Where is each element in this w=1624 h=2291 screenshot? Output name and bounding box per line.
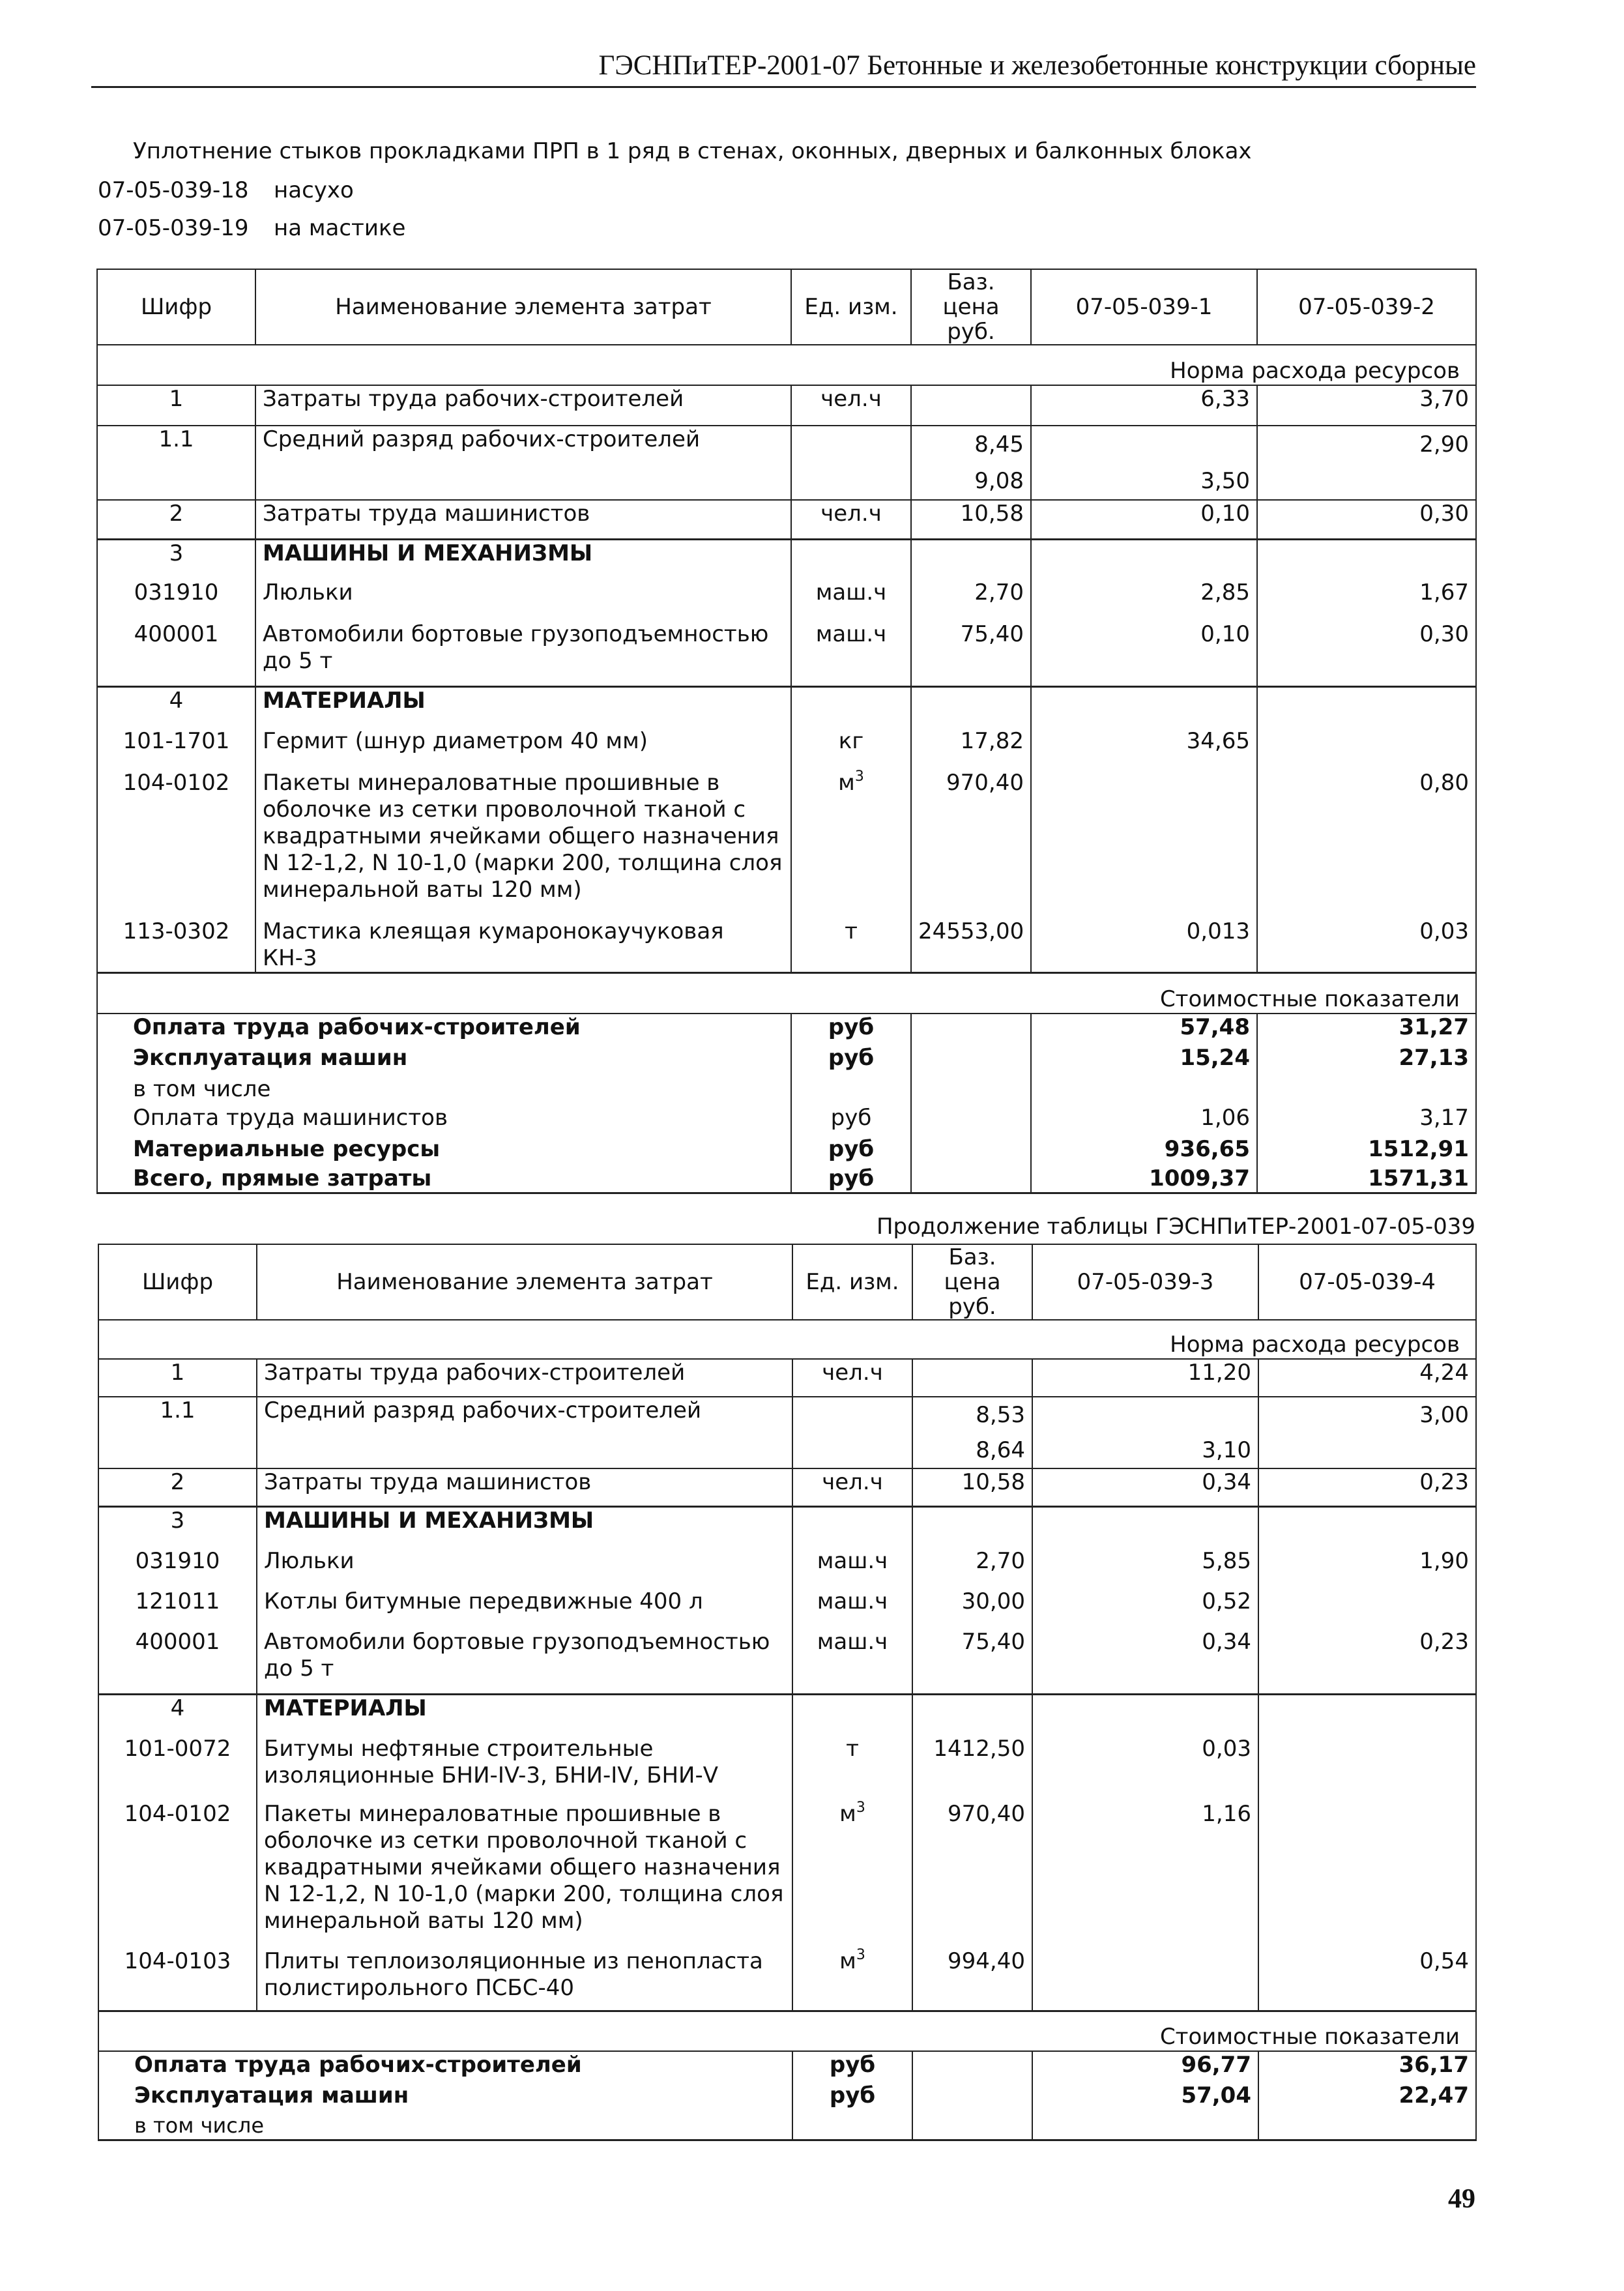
row-price: 75,40: [912, 1629, 1032, 1694]
norm-label-row: [97, 345, 1476, 385]
code-number: 07-05-039-19: [98, 215, 249, 241]
table-header-row: [97, 269, 1476, 345]
table-header-row: [98, 1244, 1476, 1320]
row-unit: чел.ч: [791, 385, 911, 426]
cost-row: [97, 1136, 1476, 1166]
row-unit: [791, 426, 911, 500]
row-name: Автомобили бортовые грузоподъемностью до 5 т: [257, 1629, 792, 1694]
row-code: 031910: [97, 579, 255, 621]
row-unit: маш.ч: [792, 1588, 912, 1629]
cost-unit: руб: [792, 2082, 912, 2114]
row-name: Пакеты минераловатные прошивные в оболочке из сетки проволочной тканой с квадратными ячейками общего назначения N 12-1,2, N 10-1,0 (марки 200, толщина слоя минеральной ваты 120 мм): [257, 1801, 792, 1948]
section-name: МАШИНЫ И МЕХАНИЗМЫ: [255, 539, 791, 579]
row-value-2: 3,00: [1258, 1397, 1476, 1468]
row-value-2: [1258, 1506, 1476, 1548]
table-row: [97, 385, 1476, 426]
cost-row: [97, 1076, 1476, 1105]
row-value-2: [1258, 1736, 1476, 1801]
cost-row: [97, 1045, 1476, 1076]
row-unit: маш.ч: [792, 1548, 912, 1588]
row-value-1: [1032, 1397, 1258, 1468]
row-code: 104-0102: [97, 770, 255, 918]
row-name: Автомобили бортовые грузоподъемностью до 5 т: [255, 621, 791, 686]
unit-text: м: [839, 1948, 856, 1974]
row-price: 970,40: [912, 1801, 1032, 1948]
section-name: МАШИНЫ И МЕХАНИЗМЫ: [257, 1506, 792, 1548]
row-code: 400001: [98, 1629, 257, 1694]
cost-value-2: 22,47: [1258, 2082, 1476, 2114]
col-header-unit: Ед. изм.: [791, 269, 911, 345]
row-value-1: [1031, 426, 1257, 500]
row-value-1: 0,10: [1031, 500, 1257, 539]
cost-value-2: 3,17: [1257, 1105, 1476, 1136]
row-value-1: 0,52: [1032, 1588, 1258, 1629]
row-price: 10,58: [911, 500, 1031, 539]
section-row: [98, 1506, 1476, 1548]
cost-price: [911, 1166, 1031, 1193]
col-header-code-4: 07-05-039-4: [1258, 1244, 1476, 1320]
row-code: 1.1: [98, 1397, 257, 1468]
row-unit: чел.ч: [792, 1468, 912, 1506]
cost-value-2: [1257, 1076, 1476, 1105]
cost-value-1: 936,65: [1031, 1136, 1257, 1166]
unit-superscript: 3: [856, 1801, 865, 1816]
row-name: Пакеты минераловатные прошивные в оболочке из сетки проволочной тканой с квадратными ячейками общего назначения N 12-1,2, N 10-1,0 (марки 200, толщина слоя минеральной ваты 120 мм): [255, 770, 791, 918]
row-unit: кг: [791, 728, 911, 770]
table-row: [97, 770, 1476, 918]
cost-price: [912, 2082, 1032, 2114]
cost-name: Эксплуатация машин: [98, 2082, 792, 2114]
row-value-2: 0,23: [1258, 1629, 1476, 1694]
row-unit: [792, 1397, 912, 1468]
norm-label-row: [98, 1320, 1476, 1359]
price-line-2: 9,08: [974, 468, 1024, 494]
norm-label: Норма расхода ресурсов: [97, 345, 1476, 385]
cost-row: [98, 2082, 1476, 2114]
cost-unit: руб: [791, 1136, 911, 1166]
row-value-2: [1258, 1588, 1476, 1629]
code-description: насухо: [274, 177, 354, 203]
row-price: 970,40: [911, 770, 1031, 918]
row-unit: т: [791, 918, 911, 973]
cost-price: [911, 1076, 1031, 1105]
table-row: [98, 1588, 1476, 1629]
value-line: 3,50: [1200, 468, 1250, 494]
row-price: [912, 1359, 1032, 1397]
section-row: [97, 686, 1476, 728]
table-row: [98, 1468, 1476, 1506]
row-code: 104-0102: [98, 1801, 257, 1948]
resource-table-1: [96, 269, 1477, 1194]
cost-price: [911, 1014, 1031, 1045]
row-unit: [792, 1948, 912, 2011]
row-price: 2,70: [911, 579, 1031, 621]
table-row: [98, 1801, 1476, 1948]
table-row: [98, 1548, 1476, 1588]
cost-price: [911, 1136, 1031, 1166]
value-line: 3,10: [1202, 1437, 1251, 1463]
row-value-2: [1257, 686, 1476, 728]
col-header-price: Баз. цена руб.: [911, 269, 1031, 345]
cost-name: Оплата труда машинистов: [97, 1105, 791, 1136]
cost-value-1: 15,24: [1031, 1045, 1257, 1076]
row-unit: [791, 539, 911, 579]
row-value-1: [1032, 1948, 1258, 2011]
row-name: Гермит (шнур диаметром 40 мм): [255, 728, 791, 770]
header-title: ГЭСНПиТЕР-2001-07 Бетонные и железобетонные конструкции сборные: [598, 50, 1476, 81]
table-row: [98, 1948, 1476, 2011]
row-value-1: [1032, 1694, 1258, 1736]
row-price: [911, 426, 1031, 500]
cost-value-1: 1009,37: [1031, 1166, 1257, 1193]
cost-label-row: [97, 973, 1476, 1014]
row-unit: [792, 1506, 912, 1548]
resource-table-2: [98, 1244, 1477, 2141]
cost-name: Материальные ресурсы: [97, 1136, 791, 1166]
row-price: 17,82: [911, 728, 1031, 770]
row-value-2: 0,54: [1258, 1948, 1476, 2011]
row-value-2: 0,23: [1258, 1468, 1476, 1506]
section-title: Уплотнение стыков прокладками ПРП в 1 ряд в стенах, оконных, дверных и балконных блоках: [133, 138, 1252, 164]
cost-unit: [792, 2114, 912, 2140]
row-name: Люльки: [255, 579, 791, 621]
row-code: 4: [97, 686, 255, 728]
norm-label: Норма расхода ресурсов: [98, 1320, 1476, 1359]
page-number: 49: [1448, 2184, 1475, 2214]
col-header-name: Наименование элемента затрат: [255, 269, 791, 345]
row-code: 1: [97, 385, 255, 426]
row-unit: т: [792, 1736, 912, 1801]
cost-unit: руб: [791, 1014, 911, 1045]
unit-superscript: 3: [854, 770, 864, 785]
row-value-1: [1031, 770, 1257, 918]
cost-value-1: 1,06: [1031, 1105, 1257, 1136]
table-row: [98, 1629, 1476, 1694]
section-name: МАТЕРИАЛЫ: [257, 1694, 792, 1736]
row-price: 2,70: [912, 1548, 1032, 1588]
table-row: [97, 728, 1476, 770]
row-unit: [791, 770, 911, 918]
row-unit: чел.ч: [791, 500, 911, 539]
row-value-2: 2,90: [1257, 426, 1476, 500]
row-value-1: 34,65: [1031, 728, 1257, 770]
row-unit: [792, 1801, 912, 1948]
page-header: [91, 44, 1476, 88]
row-name: Средний разряд рабочих-строителей: [257, 1397, 792, 1468]
col-header-unit: Ед. изм.: [792, 1244, 912, 1320]
row-price: [912, 1397, 1032, 1468]
cost-row: [98, 2051, 1476, 2082]
row-value-1: 0,10: [1031, 621, 1257, 686]
row-code: 101-0072: [98, 1736, 257, 1801]
cost-row: [97, 1166, 1476, 1193]
row-price: [911, 539, 1031, 579]
code-description: на мастике: [274, 215, 406, 241]
code-line: [98, 215, 405, 241]
cost-price: [912, 2051, 1032, 2082]
row-value-1: 0,34: [1032, 1468, 1258, 1506]
table-row: [97, 579, 1476, 621]
cost-value-2: 1512,91: [1257, 1136, 1476, 1166]
price-line-1: 8,45: [974, 431, 1024, 458]
row-value-2: [1258, 1801, 1476, 1948]
row-code: 101-1701: [97, 728, 255, 770]
section-row: [97, 539, 1476, 579]
row-code: 4: [98, 1694, 257, 1736]
row-code: 121011: [98, 1588, 257, 1629]
cost-label-row: [98, 2011, 1476, 2051]
row-price: 10,58: [912, 1468, 1032, 1506]
cost-name: Всего, прямые затраты: [97, 1166, 791, 1193]
row-value-1: 0,03: [1032, 1736, 1258, 1801]
row-name: Средний разряд рабочих-строителей: [255, 426, 791, 500]
row-name: Затраты труда рабочих-строителей: [255, 385, 791, 426]
row-value-2: 3,70: [1257, 385, 1476, 426]
cost-unit: руб: [791, 1105, 911, 1136]
section-name: МАТЕРИАЛЫ: [255, 686, 791, 728]
row-value-1: 6,33: [1031, 385, 1257, 426]
price-line-1: 8,53: [976, 1402, 1025, 1428]
row-price: [912, 1506, 1032, 1548]
row-code: 3: [97, 539, 255, 579]
row-code: 2: [98, 1468, 257, 1506]
row-name: Плиты теплоизоляционные из пенопласта полистирольного ПСБС-40: [257, 1948, 792, 2011]
row-price: 994,40: [912, 1948, 1032, 2011]
row-code: 2: [97, 500, 255, 539]
cost-label: Стоимостные показатели: [97, 973, 1476, 1014]
table-row: [97, 621, 1476, 686]
cost-value-2: [1258, 2114, 1476, 2140]
row-code: 031910: [98, 1548, 257, 1588]
table-row: [97, 500, 1476, 539]
row-name: Затраты труда рабочих-строителей: [257, 1359, 792, 1397]
row-code: 104-0103: [98, 1948, 257, 2011]
cost-value-2: 31,27: [1257, 1014, 1476, 1045]
row-unit: чел.ч: [792, 1359, 912, 1397]
row-unit: [792, 1694, 912, 1736]
cost-unit: руб: [791, 1166, 911, 1193]
cost-name: в том числе: [97, 1076, 791, 1105]
unit-superscript: 3: [856, 1948, 865, 1963]
cost-row: [97, 1105, 1476, 1136]
row-code: 1.1: [97, 426, 255, 500]
table-row: [98, 1736, 1476, 1801]
row-value-2: 1,67: [1257, 579, 1476, 621]
cost-value-1: 96,77: [1032, 2051, 1258, 2082]
row-name: Мастика клеящая кумаронокаучуковая КН-3: [255, 918, 791, 973]
cost-value-1: 57,04: [1032, 2082, 1258, 2114]
cost-value-2: 27,13: [1257, 1045, 1476, 1076]
row-name: Люльки: [257, 1548, 792, 1588]
cost-price: [912, 2114, 1032, 2140]
row-value-1: [1031, 539, 1257, 579]
row-value-2: 0,80: [1257, 770, 1476, 918]
col-header-code-2: 07-05-039-2: [1257, 269, 1476, 345]
col-header-code-3: 07-05-039-3: [1032, 1244, 1258, 1320]
row-price: 75,40: [911, 621, 1031, 686]
row-name: Затраты труда машинистов: [257, 1468, 792, 1506]
row-price: 24553,00: [911, 918, 1031, 973]
cost-name: Оплата труда рабочих-строителей: [97, 1014, 791, 1045]
row-unit: маш.ч: [791, 579, 911, 621]
row-price: [911, 686, 1031, 728]
code-number: 07-05-039-18: [98, 177, 249, 203]
row-value-1: 5,85: [1032, 1548, 1258, 1588]
section-row: [98, 1694, 1476, 1736]
row-price: 1412,50: [912, 1736, 1032, 1801]
col-header-name: Наименование элемента затрат: [257, 1244, 792, 1320]
row-price: [912, 1694, 1032, 1736]
row-code: 400001: [97, 621, 255, 686]
cost-price: [911, 1105, 1031, 1136]
row-unit: [791, 686, 911, 728]
table-row: [97, 426, 1476, 500]
col-header-code-1: 07-05-039-1: [1031, 269, 1257, 345]
table-row: [97, 918, 1476, 973]
cost-unit: [791, 1076, 911, 1105]
unit-text: м: [839, 1801, 856, 1827]
row-price: 30,00: [912, 1588, 1032, 1629]
cost-value-1: [1032, 2114, 1258, 2140]
row-value-1: 0,34: [1032, 1629, 1258, 1694]
row-value-1: [1031, 686, 1257, 728]
col-header-price: Баз. цена руб.: [912, 1244, 1032, 1320]
row-name: Затраты труда машинистов: [255, 500, 791, 539]
cost-value-2: 36,17: [1258, 2051, 1476, 2082]
row-value-2: 4,24: [1258, 1359, 1476, 1397]
row-value-2: [1258, 1694, 1476, 1736]
table-row: [98, 1359, 1476, 1397]
row-unit: маш.ч: [791, 621, 911, 686]
cost-row: [97, 1014, 1476, 1045]
cost-name: Оплата труда рабочих-строителей: [98, 2051, 792, 2082]
row-value-1: [1032, 1506, 1258, 1548]
row-value-2: 1,90: [1258, 1548, 1476, 1588]
row-value-1: 0,013: [1031, 918, 1257, 973]
cost-price: [911, 1045, 1031, 1076]
row-value-2: 0,30: [1257, 621, 1476, 686]
cost-unit: руб: [791, 1045, 911, 1076]
row-value-2: 0,03: [1257, 918, 1476, 973]
row-value-1: 1,16: [1032, 1801, 1258, 1948]
cost-name: в том числе: [98, 2114, 792, 2140]
table-row: [98, 1397, 1476, 1468]
row-name: Битумы нефтяные строительные изоляционные БНИ-IV-3, БНИ-IV, БНИ-V: [257, 1736, 792, 1801]
cost-label: Стоимостные показатели: [98, 2011, 1476, 2051]
unit-text: м: [838, 770, 855, 796]
cost-value-1: [1031, 1076, 1257, 1105]
row-value-2: 0,30: [1257, 500, 1476, 539]
cost-value-1: 57,48: [1031, 1014, 1257, 1045]
continuation-title: Продолжение таблицы ГЭСНПиТЕР-2001-07-05-039: [876, 1214, 1475, 1240]
row-value-1: 11,20: [1032, 1359, 1258, 1397]
row-code: 1: [98, 1359, 257, 1397]
row-unit: маш.ч: [792, 1629, 912, 1694]
row-value-2: [1257, 728, 1476, 770]
row-name: Котлы битумные передвижные 400 л: [257, 1588, 792, 1629]
row-code: 3: [98, 1506, 257, 1548]
col-header-shifr: Шифр: [98, 1244, 257, 1320]
cost-value-2: 1571,31: [1257, 1166, 1476, 1193]
col-header-shifr: Шифр: [97, 269, 255, 345]
row-code: 113-0302: [97, 918, 255, 973]
row-value-2: [1257, 539, 1476, 579]
code-line: [98, 177, 354, 203]
row-price: [911, 385, 1031, 426]
cost-row: [98, 2114, 1476, 2140]
cost-unit: руб: [792, 2051, 912, 2082]
price-line-2: 8,64: [976, 1437, 1025, 1463]
row-value-1: 2,85: [1031, 579, 1257, 621]
cost-name: Эксплуатация машин: [97, 1045, 791, 1076]
